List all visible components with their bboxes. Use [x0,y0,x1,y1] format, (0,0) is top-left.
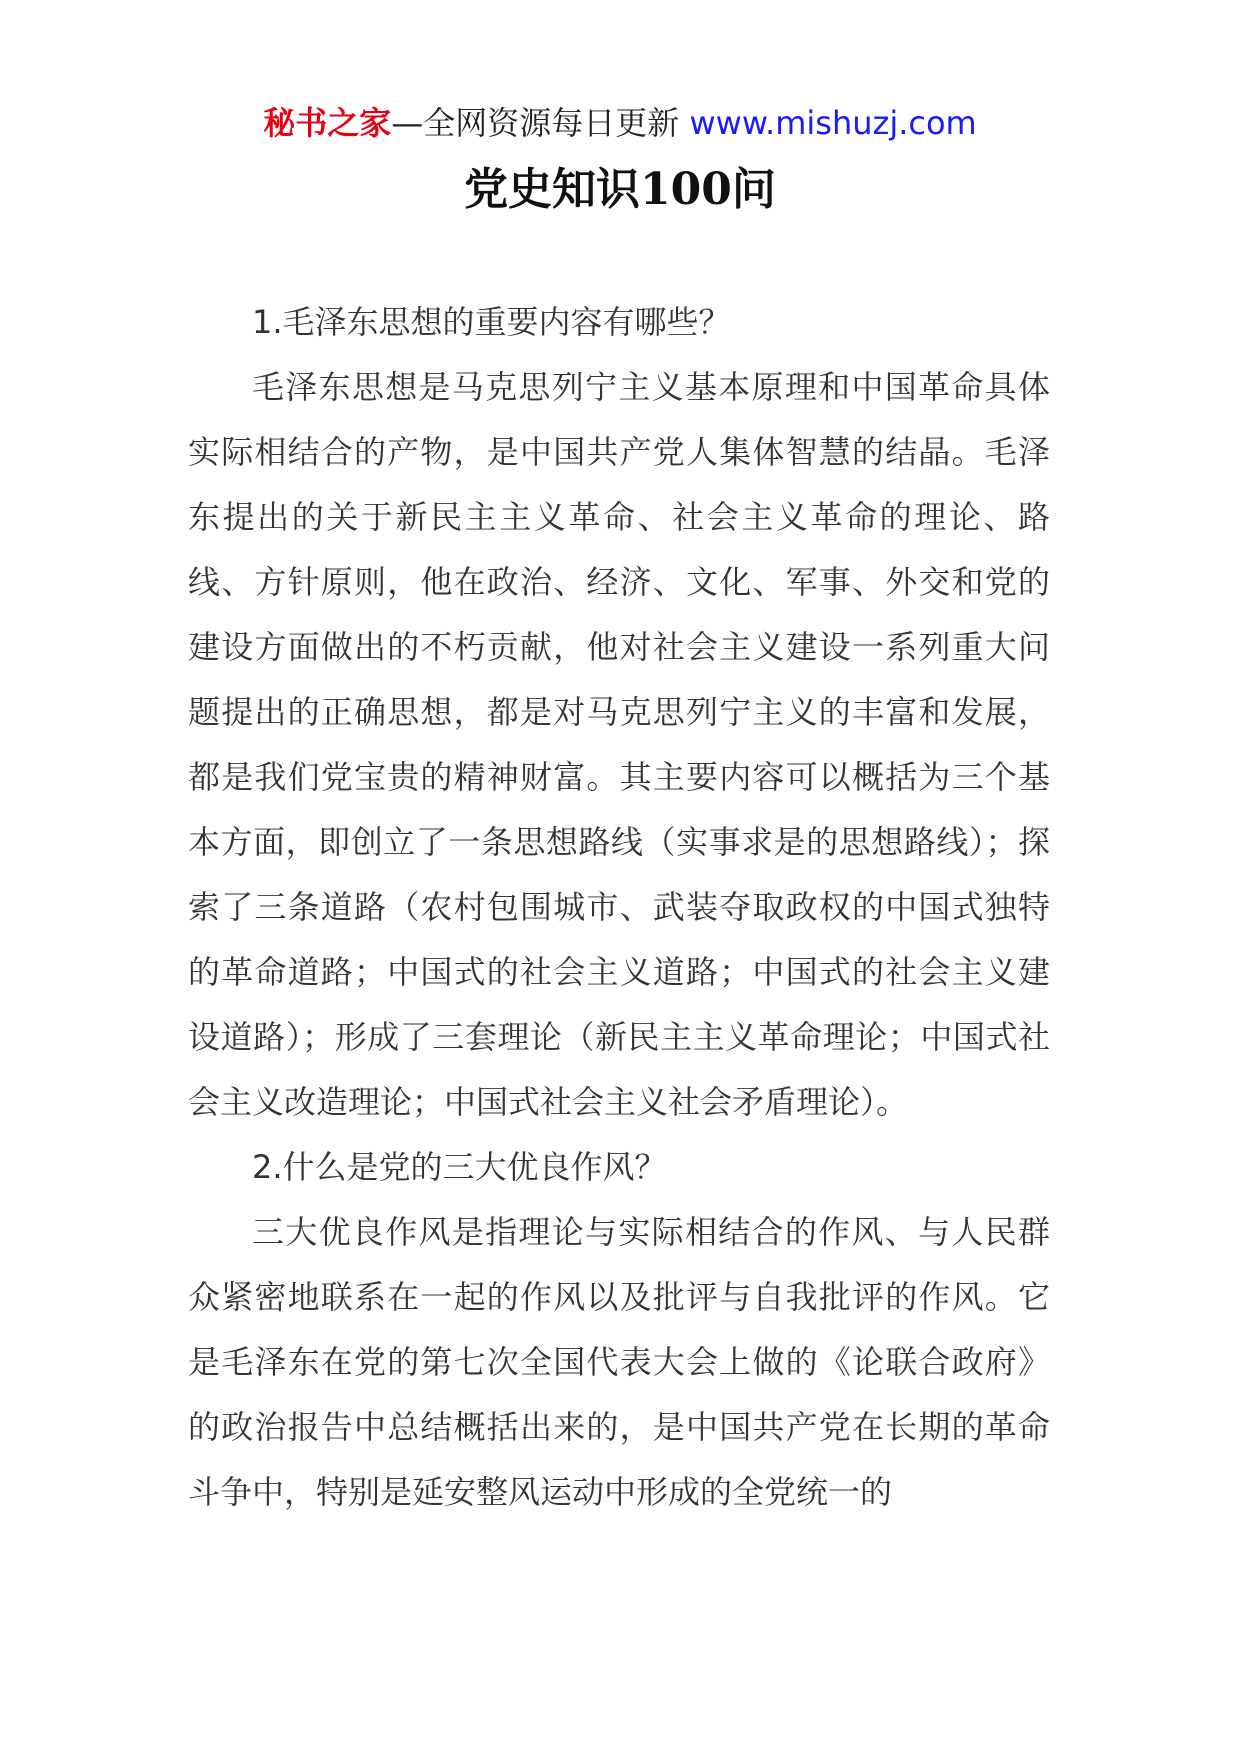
question-heading: 2.什么是党的三大优良作风？ [252,1148,667,1186]
question-heading: 1.毛泽东思想的重要内容有哪些？ [252,303,731,341]
answer-paragraph: 三大优良作风是指理论与实际相结合的作风、与人民群众紧密地联系在一起的作风以及批评与自我批评的作风。它是毛泽东在党的第七次全国代表大会上做的《论联合政府》的政治报告中总结概括出来的，是中国共产党在长期的革命斗争中，特别是延安整风运动中形成的全党统一的 [188,1213,1050,1511]
document-title: 党史知识100问 [464,164,776,215]
site-header [0,100,1240,146]
document-body [188,290,1050,1525]
site-url-link[interactable]: www.mishuzj.com [689,104,977,142]
header-tagline: —全网资源每日更新 [391,104,680,142]
brand-name: 秘书之家 [263,104,392,142]
answer-paragraph: 毛泽东思想是马克思列宁主义基本原理和中国革命具体实际相结合的产物，是中国共产党人集体智慧的结晶。毛泽东提出的关于新民主主义革命、社会主义革命的理论、路线、方针原则，他在政治、经济、文化、军事、外交和党的建设方面做出的不朽贡献，他对社会主义建设一系列重大问题提出的正确思想，都是对马克思列宁主义的丰富和发展，都是我们党宝贵的精神财富。其主要内容可以概括为三个基本方面，即创立了一条思想路线（实事求是的思想路线）；探索了三条道路（农村包围城市、武装夺取政权的中国式独特的革命道路；中国式的社会主义道路；中国式的社会主义建设道路）；形成了三套理论（新民主主义革命理论；中国式社会主义改造理论；中国式社会主义社会矛盾理论）。 [188,368,1050,1121]
